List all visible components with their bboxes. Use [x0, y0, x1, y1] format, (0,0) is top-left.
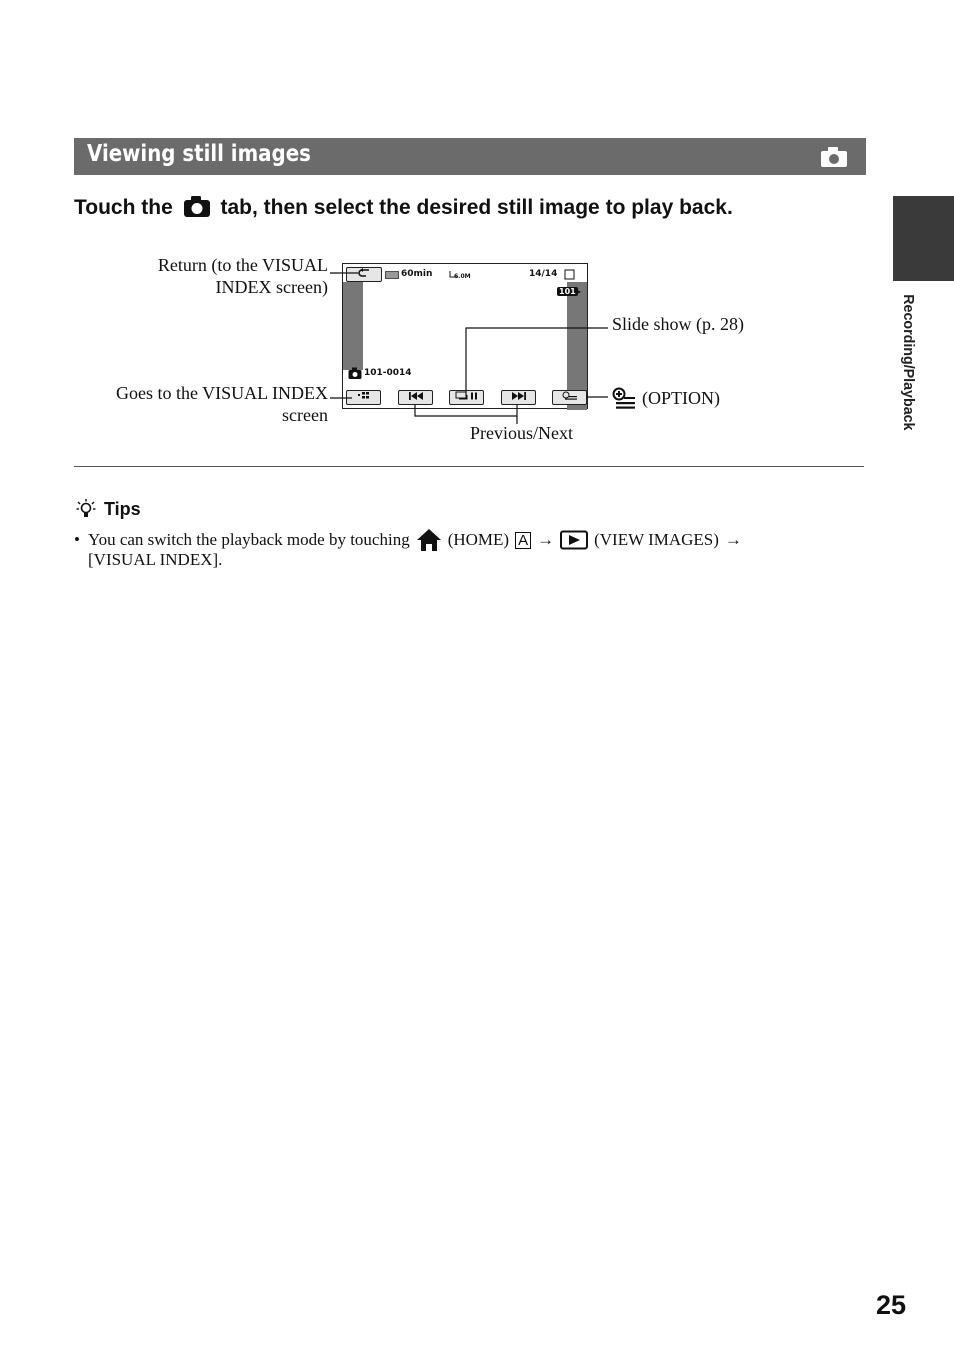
- option-callout-label: (OPTION): [642, 388, 720, 408]
- visual-index-callout-line2: screen: [282, 405, 328, 425]
- tip-text-part2: [VISUAL INDEX].: [88, 550, 223, 569]
- view-images-icon: [560, 530, 588, 550]
- instruction-heading: [74, 194, 733, 220]
- battery-icon: [385, 271, 400, 279]
- grid-icon: [357, 391, 371, 401]
- tip-home-label: (HOME): [447, 530, 510, 549]
- return-callout-line1: Return (to the VISUAL: [157, 255, 328, 275]
- camera-icon: [820, 146, 848, 168]
- visual-index-button[interactable]: [346, 390, 381, 405]
- page-number: 25: [876, 1290, 907, 1320]
- image-size: 6.0M: [454, 273, 471, 280]
- slide-show-callout: Slide show (p. 28): [612, 314, 744, 334]
- tip-arrow-2: →: [724, 530, 742, 549]
- side-tab-block: [893, 196, 954, 281]
- option-callout: [612, 387, 720, 409]
- previous-button[interactable]: [398, 390, 433, 405]
- next-icon: [510, 391, 528, 401]
- slide-show-icon: [455, 391, 479, 401]
- home-icon: [416, 528, 442, 552]
- folder-arrow-icon: ▸: [577, 287, 582, 296]
- option-icon: [612, 387, 636, 409]
- camera-icon: [348, 367, 362, 379]
- instruction-after: tab, then select the desired still image to play back.: [220, 196, 733, 219]
- tips-heading: [76, 498, 141, 520]
- tip-text-part1: You can switch the playback mode by touching: [88, 530, 410, 549]
- camera-icon: [183, 194, 211, 218]
- lcd-left-band: [343, 282, 363, 370]
- image-counter: 14/14: [529, 269, 558, 279]
- tip-arrow-1: →: [537, 530, 555, 549]
- memory-card-icon: [564, 269, 576, 280]
- section-header-bar: [74, 138, 866, 175]
- slide-show-button[interactable]: [449, 390, 484, 405]
- visual-index-callout: [80, 382, 328, 426]
- return-button[interactable]: [346, 267, 382, 282]
- lightbulb-icon: [76, 498, 96, 520]
- file-number: 101-0014: [364, 368, 412, 378]
- section-divider: [74, 466, 864, 467]
- folder-number: 101: [559, 287, 576, 296]
- section-title: Viewing still images: [87, 141, 311, 167]
- option-button[interactable]: [552, 390, 587, 405]
- next-button[interactable]: [501, 390, 536, 405]
- instruction-before: Touch the: [74, 196, 173, 219]
- tip-view-images-label: (VIEW IMAGES): [594, 530, 719, 549]
- visual-index-callout-line1: Goes to the VISUAL INDEX: [116, 383, 328, 403]
- return-arrow-icon: [357, 268, 371, 278]
- previous-next-callout: Previous/Next: [470, 423, 573, 443]
- tips-title: Tips: [104, 498, 141, 519]
- battery-time: 60min: [401, 269, 433, 279]
- return-callout-line2: INDEX screen): [215, 277, 328, 297]
- return-callout: [110, 254, 328, 298]
- lcd-screen: [342, 263, 588, 409]
- home-tab-label: A: [515, 532, 531, 549]
- option-icon: [562, 391, 578, 401]
- previous-icon: [407, 391, 425, 401]
- tip-bullet: •: [74, 530, 80, 549]
- side-tab-label: Recording/Playback: [900, 294, 917, 431]
